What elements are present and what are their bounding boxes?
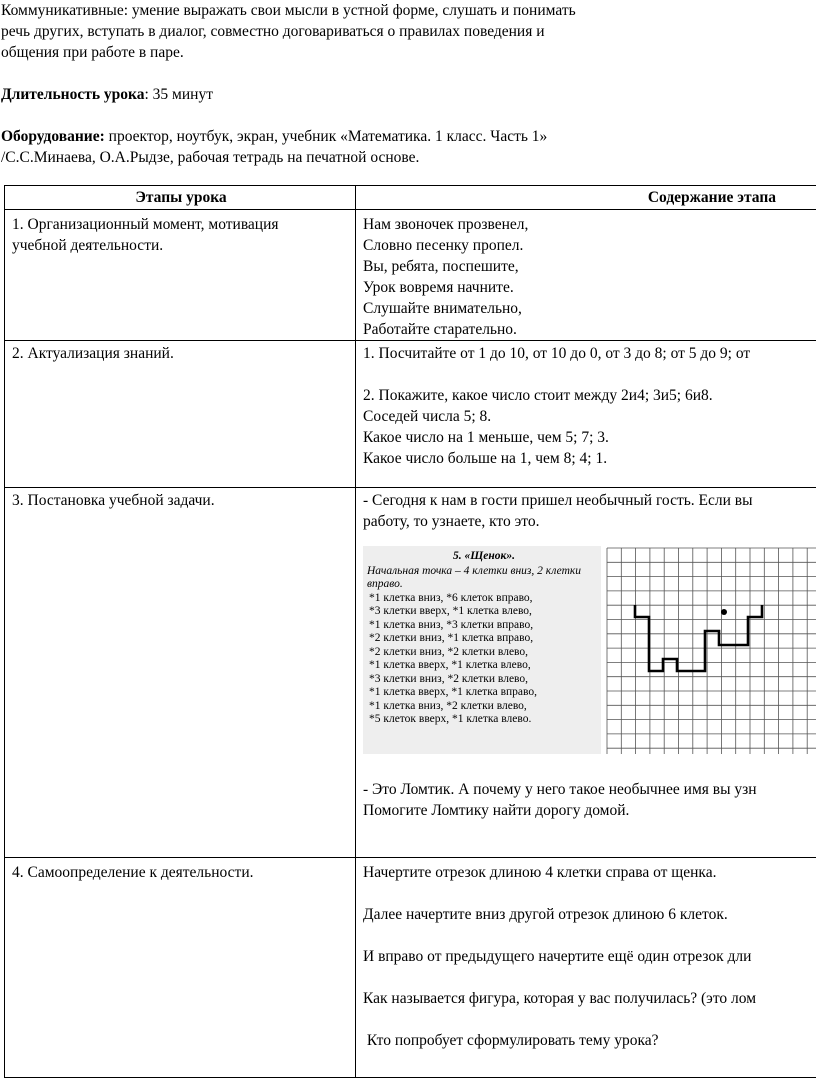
stage-text-line: 4. Самоопределение к деятельности. xyxy=(12,862,350,883)
content-line: 2. Покажите, какое число стоит между 2и4; 3и5; 6и8. xyxy=(363,385,816,406)
content-line: - Это Ломтик. А почему у него такое необычнее имя вы узн xyxy=(363,779,816,800)
content-line: Соседей числа 5; 8. xyxy=(363,406,816,427)
header-stages: Этапы урока xyxy=(5,186,356,210)
task-step: *1 клетка вниз, *2 клетки влево, xyxy=(367,700,601,714)
duration-value: : 35 минут xyxy=(145,86,213,103)
stage-cell xyxy=(5,341,356,488)
equipment-value-line-1: проектор, ноутбук, экран, учебник «Математика. 1 класс. Часть 1» xyxy=(105,128,548,145)
communicative-line-2: речь других, вступать в диалог, совместно договариваться о правилах поведения и xyxy=(1,21,816,42)
stage-text-line: 2. Актуализация знаний. xyxy=(12,343,350,364)
puppy-eye xyxy=(721,609,727,615)
content-line: Нам звоночек прозвенел, xyxy=(363,214,816,235)
content-line: Помогите Ломтику найти дорогу домой. xyxy=(363,800,816,821)
intro-section xyxy=(1,0,816,168)
stage-cell xyxy=(5,858,356,1078)
stage-cell xyxy=(5,488,356,858)
content-line: Какое число больше на 1, чем 8; 4; 1. xyxy=(363,448,816,469)
content-line: - Сегодня к нам в гости пришел необычный гость. Если вы xyxy=(363,490,816,511)
stage-cell xyxy=(5,210,356,341)
puppy-task-figure xyxy=(363,546,816,758)
communicative-line-3: общения при работе в паре. xyxy=(1,42,816,63)
content-line: И вправо от предыдущего начертите ещё один отрезок дли xyxy=(363,946,816,967)
task-step: *3 клетки вниз, *2 клетки влево, xyxy=(367,673,601,687)
content-cell xyxy=(356,210,816,341)
table-row xyxy=(5,858,816,1078)
task-step: *1 клетка вниз, *3 клетки вправо, xyxy=(367,619,601,633)
task-step: *1 клетка вверх, *1 клетка влево, xyxy=(367,659,601,673)
equipment-label: Оборудование: xyxy=(1,128,105,145)
puppy-task-card xyxy=(363,546,601,754)
communicative-line-1: Коммуникативные: умение выражать свои мысли в устной форме, слушать и понимать xyxy=(1,0,816,21)
content-line: Кто попробует сформулировать тему урока? xyxy=(363,1030,816,1051)
content-cell xyxy=(356,341,816,488)
content-line: Словно песенку пропел. xyxy=(363,235,816,256)
duration-paragraph xyxy=(1,84,816,105)
table-row xyxy=(5,210,816,341)
grid-lines xyxy=(607,548,816,754)
puppy-grid-drawing xyxy=(605,546,816,756)
task-title: 5. «Щенок». xyxy=(367,550,601,564)
table-row xyxy=(5,488,816,858)
task-step: *5 клеток вверх, *1 клетка влево. xyxy=(367,713,601,727)
content-cell xyxy=(356,858,816,1078)
puppy-outline xyxy=(635,605,762,671)
task-step: *1 клетка вверх, *1 клетка вправо, xyxy=(367,686,601,700)
content-line: 1. Посчитайте от 1 до 10, от 10 до 0, от 3 до 8; от 5 до 9; от xyxy=(363,343,816,364)
content-line: работу, то узнаете, кто это. xyxy=(363,511,816,532)
equipment-value-line-2: /С.С.Минаева, О.А.Рыдзе, рабочая тетрадь на печатной основе. xyxy=(1,147,816,168)
task-step: *3 клетки вверх, *1 клетка влево, xyxy=(367,605,601,619)
content-line: Вы, ребята, поспешите, xyxy=(363,256,816,277)
content-line: Слушайте внимательно, xyxy=(363,298,816,319)
task-step: *1 клетка вниз, *6 клеток вправо, xyxy=(367,592,601,606)
table-row xyxy=(5,341,816,488)
content-line: Далее начертите вниз другой отрезок длиною 6 клеток. xyxy=(363,904,816,925)
lesson-table xyxy=(4,185,816,1078)
stage-text-line: учебной деятельности. xyxy=(12,235,350,256)
content-line: Как называется фигура, которая у вас получилась? (это лом xyxy=(363,988,816,1009)
content-line: Начертите отрезок длиною 4 клетки справа от щенка. xyxy=(363,862,816,883)
task-start-point: Начальная точка – 4 клетки вниз, 2 клетки вправо. xyxy=(367,565,601,592)
content-line: Какое число на 1 меньше, чем 5; 7; 3. xyxy=(363,427,816,448)
header-content: Содержание этапа xyxy=(356,186,816,210)
equipment-paragraph xyxy=(1,126,816,147)
stage-text-line: 3. Постановка учебной задачи. xyxy=(12,490,350,511)
duration-label: Длительность урока xyxy=(1,86,145,103)
table-header-row xyxy=(5,186,816,210)
content-line: Работайте старательно. xyxy=(363,319,816,340)
stage-text-line: 1. Организационный момент, мотивация xyxy=(12,214,350,235)
content-cell xyxy=(356,488,816,858)
task-step: *2 клетки вниз, *1 клетка вправо, xyxy=(367,632,601,646)
task-step: *2 клетки вниз, *2 клетки влево, xyxy=(367,646,601,660)
content-line: Урок вовремя начните. xyxy=(363,277,816,298)
